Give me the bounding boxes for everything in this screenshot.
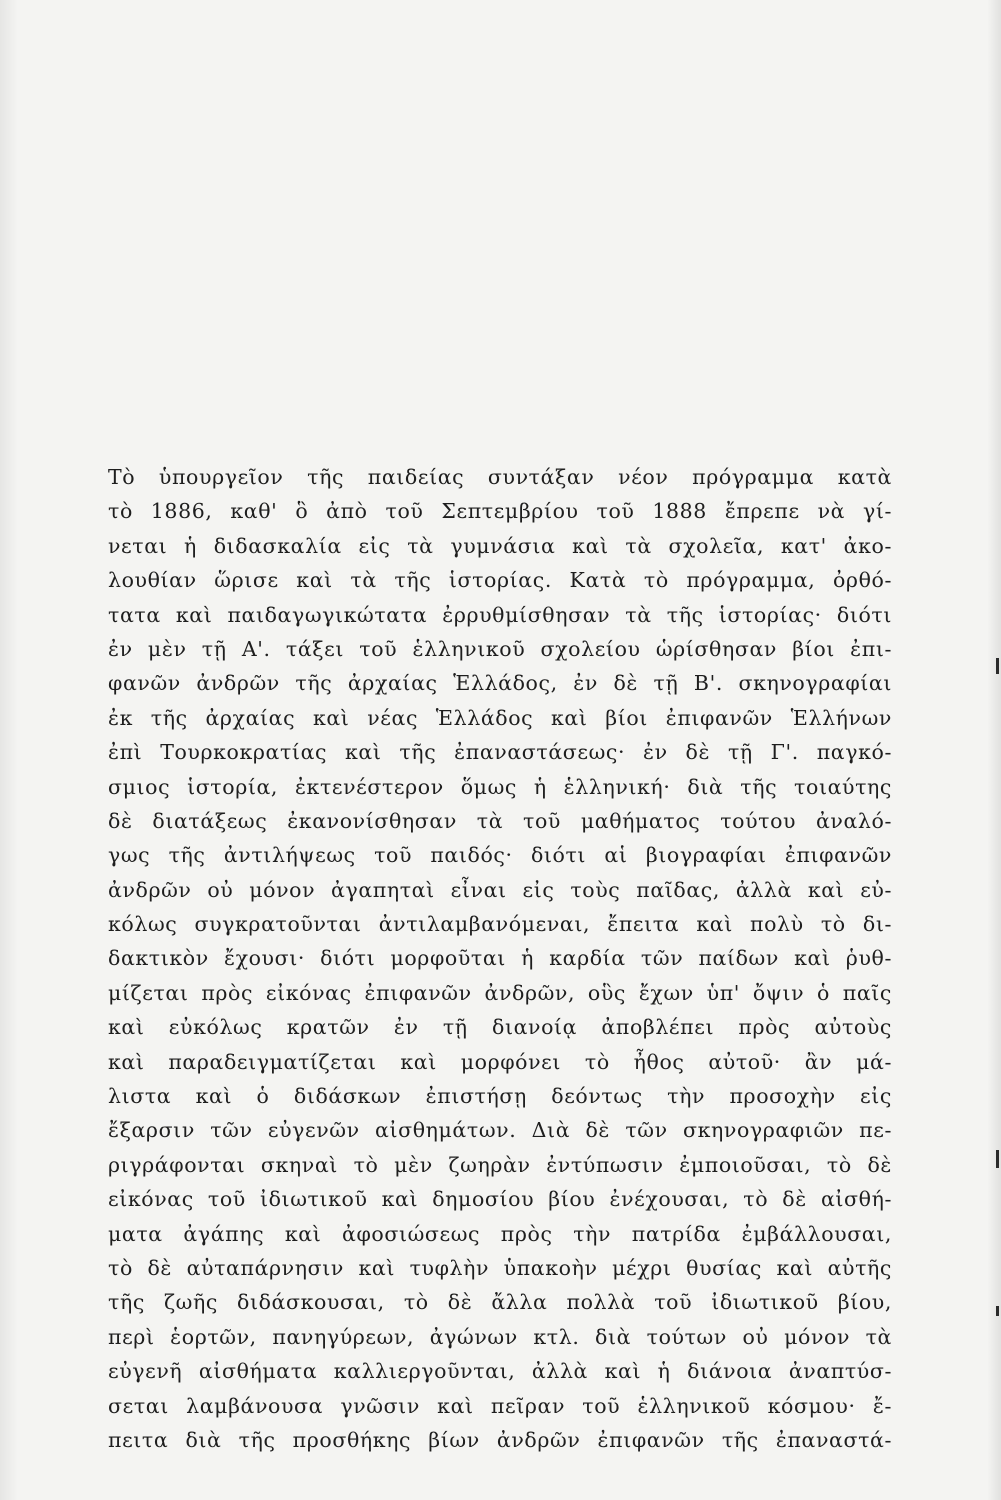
text-line: εὐγενῆ αἰσθήματα καλλιεργοῦνται, ἀλλὰ καὶ ἡ διάνοια ἀναπτύσ- bbox=[108, 1359, 892, 1384]
text-line: εἰκόνας τοῦ ἰδιωτικοῦ καὶ δημοσίου βίου ἐνέχουσαι, τὸ δὲ αἰσθή- bbox=[108, 1187, 892, 1212]
text-line: ἔξαρσιν τῶν εὐγενῶν αἰσθημάτων. Διὰ δὲ τῶν σκηνογραφιῶν πε- bbox=[108, 1118, 892, 1143]
text-line: σμιος ἱστορία, ἐκτενέστερον ὅμως ἡ ἑλληνική· διὰ τῆς τοιαύτης bbox=[108, 774, 892, 799]
text-line: καὶ παραδειγματίζεται καὶ μορφόνει τὸ ἦθος αὐτοῦ· ἂν μά- bbox=[108, 1049, 892, 1074]
text-line: λιστα καὶ ὁ διδάσκων ἐπιστήσῃ δεόντως τὴν προσοχὴν εἰς bbox=[108, 1084, 892, 1109]
text-line: σεται λαμβάνουσα γνῶσιν καὶ πεῖραν τοῦ ἑλληνικοῦ κόσμου· ἔ- bbox=[108, 1393, 892, 1418]
text-line: λουθίαν ὥρισε καὶ τὰ τῆς ἱστορίας. Κατὰ τὸ πρόγραμμα, ὀρθό- bbox=[108, 568, 892, 593]
text-line: ἀνδρῶν οὐ μόνον ἀγαπηταὶ εἶναι εἰς τοὺς παῖδας, ἀλλὰ καὶ εὐ- bbox=[108, 877, 892, 902]
text-line: γως τῆς ἀντιλήψεως τοῦ παιδός· διότι αἱ βιογραφίαι ἐπιφανῶν bbox=[108, 843, 892, 868]
text-line: τατα καὶ παιδαγωγικώτατα ἐρρυθμίσθησαν τὰ τῆς ἱστορίας· διότι bbox=[108, 602, 892, 627]
text-line: δακτικὸν ἔχουσι· διότι μορφοῦται ἡ καρδία τῶν παίδων καὶ ῥυθ- bbox=[108, 946, 892, 971]
text-line: Τὸ ὑπουργεῖον τῆς παιδείας συντάξαν νέον πρόγραμμα κατὰ bbox=[108, 465, 892, 489]
text-line: τὸ 1886, καθ' ὃ ἀπὸ τοῦ Σεπτεμβρίου τοῦ 1888 ἔπρεπε νὰ γί- bbox=[108, 499, 892, 524]
text-line: καὶ εὐκόλως κρατῶν ἐν τῇ διανοίᾳ ἀποβλέπει πρὸς αὐτοὺς bbox=[108, 1015, 892, 1040]
text-line: πειτα διὰ τῆς προσθήκης βίων ἀνδρῶν ἐπιφανῶν τῆς ἐπαναστά- bbox=[108, 1427, 892, 1452]
text-line: μίζεται πρὸς εἰκόνας ἐπιφανῶν ἀνδρῶν, οὓς ἔχων ὑπ' ὄψιν ὁ παῖς bbox=[108, 980, 892, 1005]
text-line: νεται ἡ διδασκαλία εἰς τὰ γυμνάσια καὶ τὰ σχολεῖα, κατ' ἀκο- bbox=[108, 533, 892, 558]
text-line: ματα ἀγάπης καὶ ἀφοσιώσεως πρὸς τὴν πατρίδα ἐμβάλλουσαι, bbox=[108, 1221, 892, 1246]
page-edge-mark bbox=[996, 658, 999, 674]
text-line: τὸ δὲ αὐταπάρνησιν καὶ τυφλὴν ὑπακοὴν μέχρι θυσίας καὶ αὐτῆς bbox=[108, 1255, 892, 1280]
text-line: κόλως συγκρατοῦνται ἀντιλαμβανόμεναι, ἔπειτα καὶ πολὺ τὸ δι- bbox=[108, 912, 892, 937]
text-line: ἐν μὲν τῇ Α'. τάξει τοῦ ἑλληνικοῦ σχολείου ὡρίσθησαν βίοι ἐπι- bbox=[108, 636, 892, 661]
text-line: ἐκ τῆς ἀρχαίας καὶ νέας Ἑλλάδος καὶ βίοι ἐπιφανῶν Ἑλλήνων bbox=[108, 705, 892, 730]
text-line: ἐπὶ Τουρκοκρατίας καὶ τῆς ἐπαναστάσεως· ἐν δὲ τῇ Γ'. παγκό- bbox=[108, 740, 892, 765]
page-edge-mark bbox=[996, 1150, 999, 1168]
body-text bbox=[108, 460, 892, 1457]
text-line: τῆς ζωῆς διδάσκουσαι, τὸ δὲ ἄλλα πολλὰ τοῦ ἰδιωτικοῦ βίου, bbox=[108, 1290, 892, 1315]
text-line: δὲ διατάξεως ἐκανονίσθησαν τὰ τοῦ μαθήματος τούτου ἀναλό- bbox=[108, 808, 892, 833]
text-line: περὶ ἑορτῶν, πανηγύρεων, ἀγώνων κτλ. διὰ τούτων οὐ μόνον τὰ bbox=[108, 1324, 892, 1349]
text-line: ριγράφονται σκηναὶ τὸ μὲν ζωηρὰν ἐντύπωσιν ἐμποιοῦσαι, τὸ δὲ bbox=[108, 1152, 892, 1177]
text-line: φανῶν ἀνδρῶν τῆς ἀρχαίας Ἑλλάδος, ἐν δὲ τῇ Β'. σκηνογραφίαι bbox=[108, 671, 892, 696]
page-edge-mark bbox=[996, 1306, 999, 1316]
